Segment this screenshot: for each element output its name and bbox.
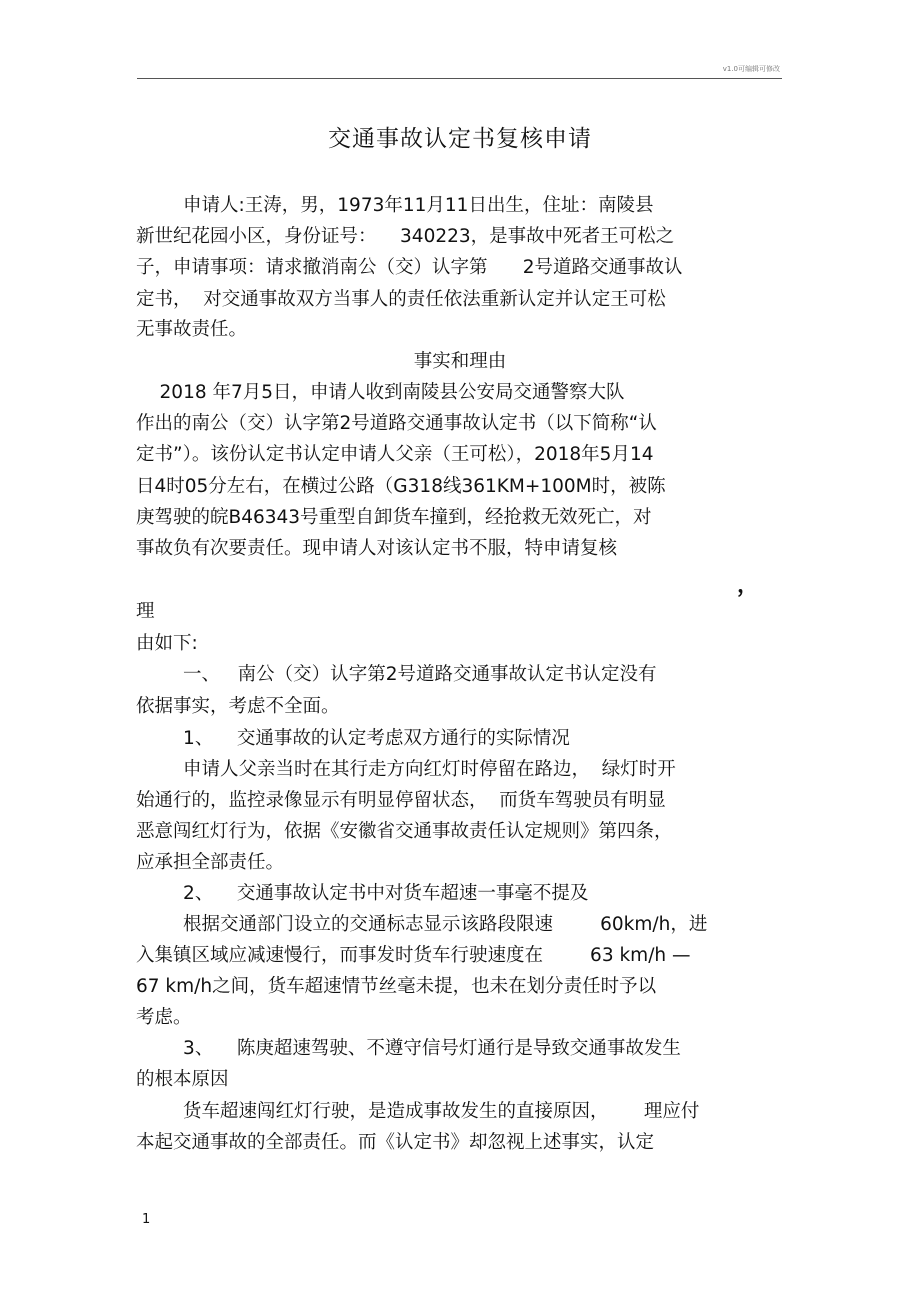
facts-line: 作出的南公（交）认字第2号道路交通事故认定书（以下简称“认	[136, 413, 657, 434]
facts-line: 庚驾驶的皖B46343号重型自卸货车撞到，经抢救无效死亡，对	[136, 507, 652, 528]
version-note: v1.0可编辑可修改	[722, 65, 780, 73]
point-one-line: 依据事实，考虑不全面。	[136, 696, 340, 717]
reason-line: 理	[136, 601, 155, 622]
stray-comma: ，	[737, 573, 760, 598]
item-1-line: 应承担全部责任。	[136, 852, 285, 873]
facts-heading: 事实和理由	[413, 351, 507, 372]
facts-line: 定书”）。该份认定书认定申请人父亲（王可松），2018年5月14	[136, 444, 654, 465]
applicant-line: 申请人:王涛，男，1973年11月11日出生，住址：南陵县	[136, 195, 654, 216]
item-1-line: 恶意闯红灯行为，依据《安徽省交通事故责任认定规则》第四条，	[136, 821, 673, 842]
item-1-line: 申请人父亲当时在其行走方向红灯时停留在路边， 绿灯时开	[136, 759, 676, 780]
item-2-line: 根据交通部门设立的交通标志显示该路段限速 60km/h，进	[136, 914, 708, 935]
document-title: 交通事故认定书复核申请	[328, 126, 592, 152]
reason-line: 由如下:	[136, 633, 198, 654]
applicant-line: 无事故责任。	[136, 319, 248, 340]
item-1-line: 始通行的，监控录像显示有明显停留状态， 而货车驾驶员有明显	[136, 790, 666, 811]
item-2-line: 入集镇区域应减速慢行，而事发时货车行驶速度在 63 km/h —	[136, 945, 691, 966]
item-3-line: 货车超速闯红灯行驶，是造成事故发生的直接原因， 理应付	[136, 1101, 700, 1122]
facts-line: 2018 年7月5日，申请人收到南陵县公安局交通警察大队	[136, 382, 625, 403]
item-3-line: 本起交通事故的全部责任。而《认定书》却忽视上述事实，认定	[136, 1132, 655, 1153]
point-one-line: 一、 南公（交）认字第2号道路交通事故认定书认定没有	[136, 664, 657, 685]
item-2-line: 考虑。	[136, 1007, 192, 1028]
facts-line: 事故负有次要责任。现申请人对该认定书不服，特申请复核	[136, 538, 618, 559]
page-number: 1	[142, 1212, 151, 1227]
applicant-line: 子，申请事项：请求撤消南公（交）认字第 2号道路交通事故认	[136, 257, 683, 278]
item-3-line: 的根本原因	[136, 1069, 229, 1090]
item-1-line: 1、 交通事故的认定考虑双方通行的实际情况	[136, 728, 570, 749]
applicant-line: 新世纪花园小区，身份证号： 340223，是事故中死者王可松之	[136, 226, 675, 247]
header-rule	[137, 78, 782, 79]
item-2-line: 67 km/h之间，货车超速情节丝毫未提，也未在划分责任时予以	[136, 976, 657, 997]
applicant-line: 定书， 对交通事故双方当事人的责任依法重新认定并认定王可松	[136, 289, 666, 310]
item-3-line: 3、 陈庚超速驾驶、不遵守信号灯通行是导致交通事故发生	[136, 1038, 681, 1059]
item-2-line: 2、 交通事故认定书中对货车超速一事毫不提及	[136, 883, 589, 904]
facts-line: 日4时05分左右，在横过公路（G318线361KM+100M时，被陈	[136, 476, 666, 497]
